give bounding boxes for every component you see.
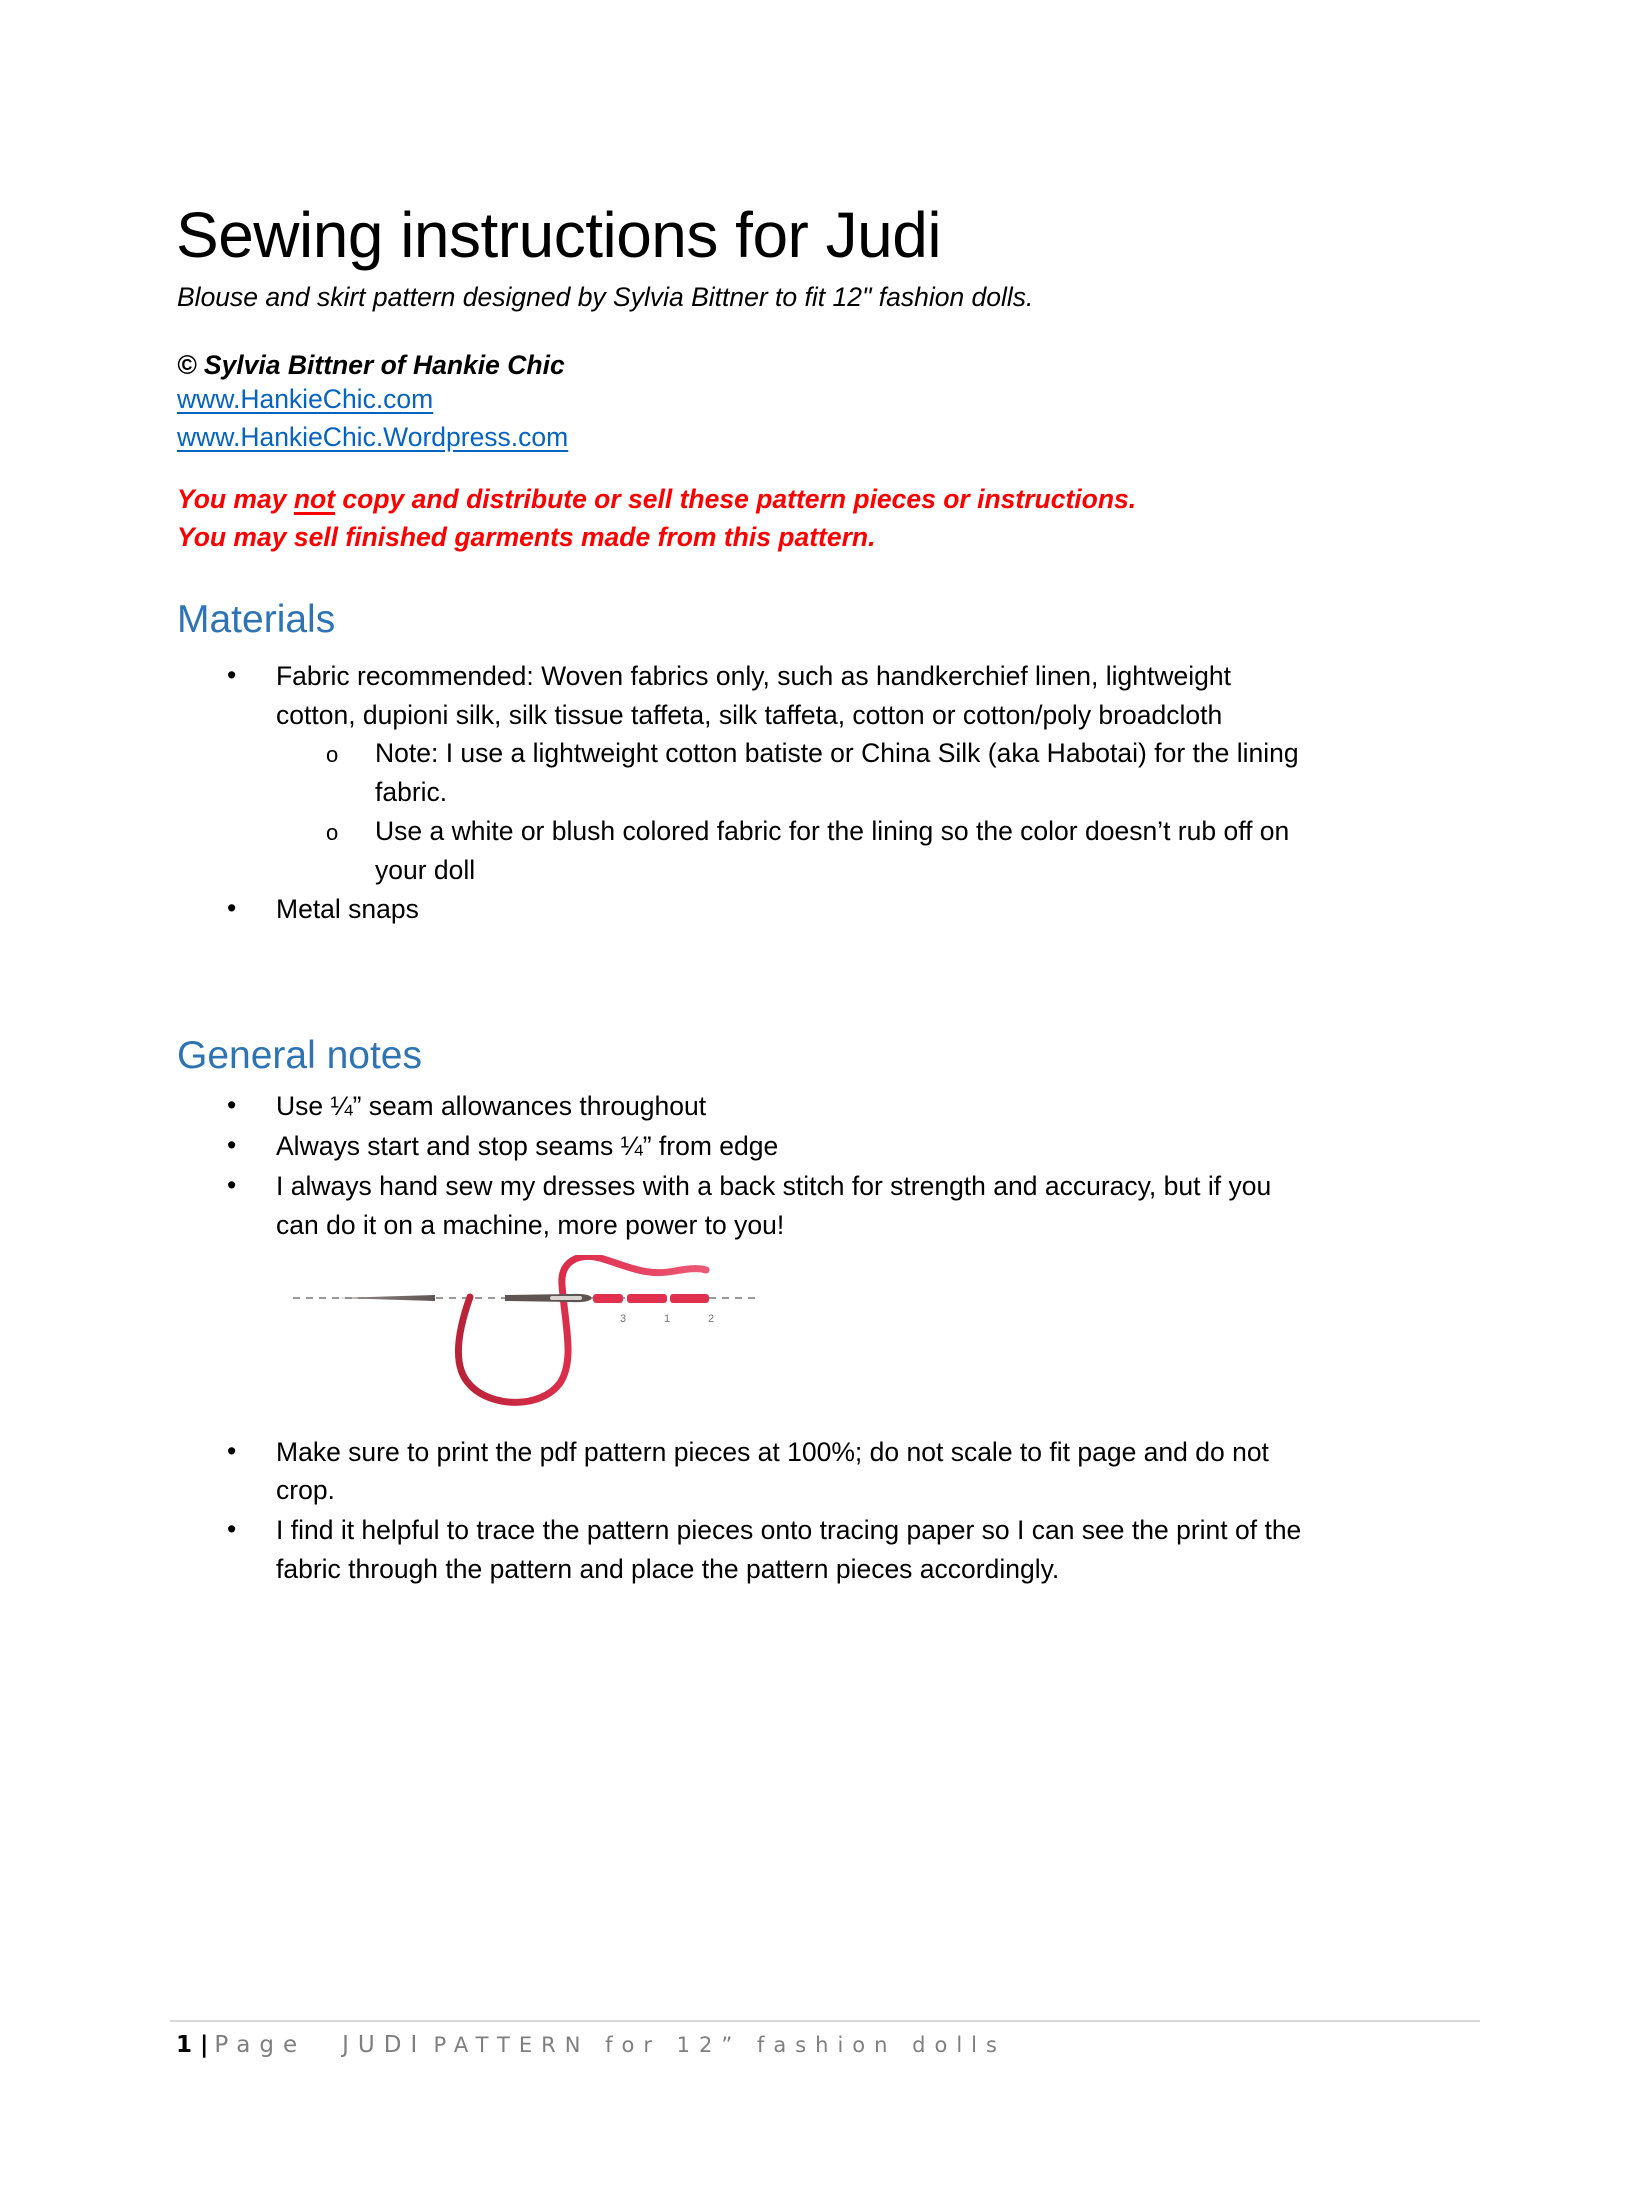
list-item-text: Make sure to print the pdf pattern pieces at 100%; do not scale to fit page and do not	[276, 1437, 1269, 1467]
back-stitch-illustration	[280, 1255, 780, 1425]
list-item-text: I always hand sew my dresses with a back stitch for strength and accuracy, but if you	[276, 1171, 1272, 1201]
page-label: Page	[214, 2032, 307, 2058]
footer-doc-subtitle: PATTERN for 12” fashion dolls	[433, 2033, 1006, 2057]
warning-text: You may	[177, 484, 294, 514]
list-item-text: Always start and stop seams ¼” from edge	[276, 1131, 779, 1161]
list-item-text: Metal snaps	[276, 894, 419, 924]
needle-thread-icon	[280, 1255, 780, 1425]
circle-bullet-icon: o	[326, 820, 339, 845]
sub-list-item-text: fabric.	[375, 777, 448, 807]
warning-emphasis: not	[293, 484, 336, 514]
page-subtitle: Blouse and skirt pattern designed by Sylvia Bittner to fit 12" fashion dolls.	[177, 282, 1034, 312]
sub-list-item-text: Use a white or blush colored fabric for the lining so the color doesn’t rub off on	[375, 816, 1290, 846]
bullet-icon: •	[227, 1514, 237, 1544]
stitch-segment	[627, 1294, 667, 1303]
sub-list-item-text: your doll	[375, 855, 476, 885]
page-number: 1	[176, 2032, 193, 2058]
copyright-line: © Sylvia Bittner of Hankie Chic	[177, 350, 565, 380]
sub-list-item-text: Note: I use a lightweight cotton batiste or China Silk (aka Habotai) for the lining	[375, 738, 1299, 768]
bullet-icon: •	[227, 1090, 237, 1120]
bullet-icon: •	[227, 1170, 237, 1200]
warning-text: copy and distribute or sell these pattern pieces or instructions.	[335, 484, 1137, 514]
list-item-text: Use ¼” seam allowances throughout	[276, 1091, 707, 1121]
list-item-text: can do it on a machine, more power to you!	[276, 1210, 785, 1240]
page-title: Sewing instructions for Judi	[176, 199, 942, 271]
circle-bullet-icon: o	[326, 742, 339, 767]
list-item-text: Fabric recommended: Woven fabrics only, such as handkerchief linen, lightweight	[276, 661, 1231, 691]
footer-separator: |	[200, 2032, 209, 2058]
list-item-text: crop.	[276, 1475, 335, 1505]
thread-loop	[458, 1256, 706, 1402]
bullet-icon: •	[227, 660, 237, 690]
footer-doc-name: JUDI	[342, 2032, 427, 2058]
stitch-segment	[593, 1294, 623, 1303]
bullet-icon: •	[227, 1130, 237, 1160]
warning-line-1	[177, 486, 1136, 513]
stitch-segment	[670, 1294, 709, 1303]
bullet-icon: •	[227, 1436, 237, 1466]
general-notes-heading: General notes	[177, 1034, 422, 1077]
page-footer	[176, 2034, 1006, 2057]
footer-divider	[170, 2020, 1480, 2022]
list-item-text: fabric through the pattern and place the pattern pieces accordingly.	[276, 1554, 1060, 1584]
link-hankiechic[interactable]: www.HankieChic.com	[177, 384, 434, 414]
needle-tip	[335, 1295, 435, 1301]
bullet-icon: •	[227, 893, 237, 923]
step-label: 2	[707, 1313, 715, 1325]
materials-heading: Materials	[177, 598, 336, 641]
step-label: 3	[619, 1313, 627, 1325]
list-item-text: I find it helpful to trace the pattern pieces onto tracing paper so I can see the print of the	[276, 1515, 1302, 1545]
list-item-text: cotton, dupioni silk, silk tissue taffeta, silk taffeta, cotton or cotton/poly broadcloth	[276, 700, 1223, 730]
step-label: 1	[663, 1313, 671, 1325]
warning-line-2: You may sell finished garments made from this pattern.	[177, 522, 876, 552]
link-hankiechic-wordpress[interactable]: www.HankieChic.Wordpress.com	[177, 422, 569, 452]
